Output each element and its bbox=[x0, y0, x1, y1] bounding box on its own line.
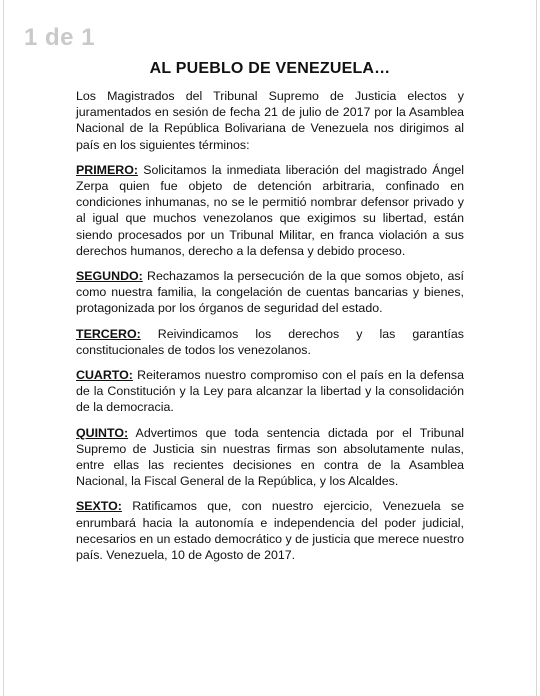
intro-paragraph: Los Magistrados del Tribunal Supremo de Justicia electos y juramentados en sesión de fecha 21 de julio de 2017 por la Asamblea Nacional de la República Bolivariana de Venezuela nos dirigimos al país en los siguientes términos: bbox=[76, 89, 464, 152]
section-tercero bbox=[76, 326, 464, 358]
section-lead: SEXTO: bbox=[76, 499, 122, 514]
section-primero bbox=[76, 162, 464, 259]
section-text: Reivindicamos los derechos y las garantías constitucionales de todos los venezolanos. bbox=[76, 326, 464, 357]
section-lead: QUINTO: bbox=[76, 425, 129, 440]
section-quinto bbox=[76, 425, 464, 490]
page-left-edge bbox=[3, 0, 4, 696]
page-right-edge bbox=[536, 0, 537, 696]
section-lead: PRIMERO: bbox=[76, 162, 138, 177]
section-text: Solicitamos la inmediata liberación del magistrado Ángel Zerpa quien fue objeto de detención arbitraria, confinado en condiciones inhumanas, no se le permitió nombrar defensor privado y al igual que muchos venezolanos que exigimos su libertad, están siendo procesados por un Tribunal Militar, en franca violación a sus derechos humanos, derecho a la defensa y debido proceso. bbox=[76, 162, 464, 258]
section-sexto bbox=[76, 498, 464, 563]
section-text: Rechazamos la persecución de la que somos objeto, así como nuestra familia, la congelación de cuentas bancarias y bienes, protagonizada por los órganos de seguridad del estado. bbox=[76, 269, 464, 316]
page-indicator: 1 de 1 bbox=[24, 24, 96, 51]
document-body bbox=[76, 60, 464, 572]
section-segundo bbox=[76, 268, 464, 317]
section-lead: SEGUNDO: bbox=[76, 269, 143, 284]
section-text: Reiteramos nuestro compromiso con el país en la defensa de la Constitución y la Ley para alcanzar la libertad y la consolidación de la democracia. bbox=[76, 368, 464, 415]
document-title: AL PUEBLO DE VENEZUELA… bbox=[149, 60, 391, 77]
section-lead: TERCERO: bbox=[76, 326, 141, 341]
section-lead: CUARTO: bbox=[76, 368, 133, 383]
section-text: Ratificamos que, con nuestro ejercicio, Venezuela se enrumbará hacia la autonomía e independencia del poder judicial, necesarios en un estado democrático y de justicia que merece nuestro país. Venezuela, 10 de Agosto de 2017. bbox=[76, 499, 464, 563]
section-cuarto bbox=[76, 367, 464, 416]
section-text: Advertimos que toda sentencia dictada por el Tribunal Supremo de Justicia sin nuestras firmas son absolutamente nulas, entre ellas las recientes decisiones en contra de la Asamblea Nacional, la Fiscal General de la República, y los Alcaldes. bbox=[76, 425, 464, 489]
